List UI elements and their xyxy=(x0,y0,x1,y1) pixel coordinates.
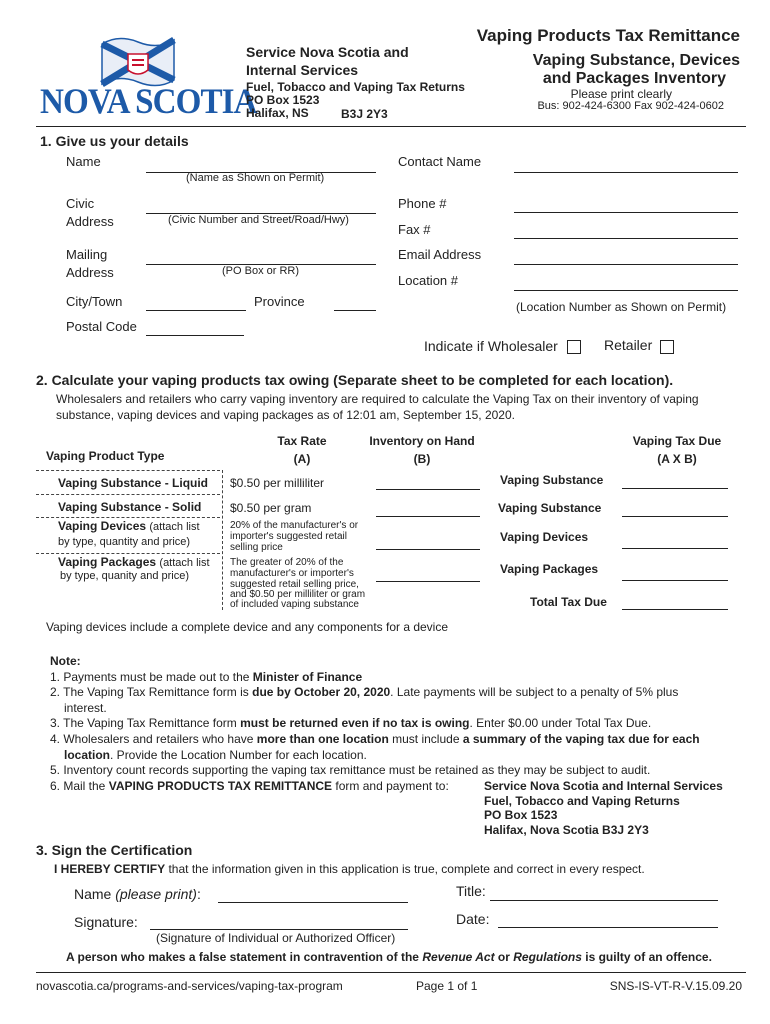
contact-name-field[interactable] xyxy=(514,172,738,173)
mail-line-4: Halifax, Nova Scotia B3J 2Y3 xyxy=(484,822,649,837)
mailing-label-2: Address xyxy=(66,265,114,280)
province-label: Province xyxy=(254,294,305,309)
note-2: 2. The Vaping Tax Remittance form is due by October 20, 2020. Late payments will be subject to a penalty of 5% plus xyxy=(50,685,679,700)
wholesaler-label: Indicate if Wholesaler xyxy=(424,338,558,354)
mail-address xyxy=(484,779,723,837)
row2-due-field[interactable] xyxy=(622,516,728,517)
dept-line-2: Internal Services xyxy=(246,62,359,78)
row3-rule xyxy=(36,553,220,554)
row2-inventory-field[interactable] xyxy=(376,516,480,517)
footer-url: novascotia.ca/programs-and-services/vaping-tax-program xyxy=(36,979,343,993)
col-inventory: Inventory on Hand xyxy=(369,434,475,448)
print-note: Please print clearly xyxy=(570,87,672,101)
city-label: City/Town xyxy=(66,294,123,309)
devices-note: Vaping devices include a complete device and any components for a device xyxy=(46,620,449,634)
col-tax-due-axb: (A X B) xyxy=(657,452,697,466)
total-tax-due-field[interactable] xyxy=(622,609,728,610)
row1-inventory-field[interactable] xyxy=(376,489,480,490)
note-4-cont: location. Provide the Location Number for each location. xyxy=(64,747,367,762)
date-field[interactable] xyxy=(498,927,718,928)
mail-line-2: Fuel, Tobacco and Vaping Returns xyxy=(484,793,680,808)
email-field[interactable] xyxy=(514,264,738,265)
row3-rate-1: 20% of the manufacturer's or xyxy=(230,520,359,531)
row3-due-label: Vaping Devices xyxy=(500,530,589,544)
form-title: Vaping Products Tax Remittance xyxy=(476,26,740,45)
row2-rule xyxy=(36,517,220,518)
table-divider xyxy=(222,470,223,610)
retailer-checkbox[interactable] xyxy=(660,340,674,354)
row4-type-name: Vaping Packages xyxy=(58,555,157,569)
row4-rate-4: and $0.50 per milliliter or gram xyxy=(230,589,366,600)
mailing-label-1: Mailing xyxy=(66,247,108,262)
row4-rate-2: manufacturer's or importer's xyxy=(230,568,354,579)
row4-inventory-field[interactable] xyxy=(376,581,480,582)
logo-wordmark: NOVA SCOTIA xyxy=(40,81,257,121)
col-product-type: Vaping Product Type xyxy=(46,449,165,463)
wholesaler-checkbox[interactable] xyxy=(567,340,581,354)
row1-rate: $0.50 per milliliter xyxy=(230,476,325,490)
dept-line-1: Service Nova Scotia and xyxy=(246,44,409,60)
mail-line-1: Service Nova Scotia and Internal Services xyxy=(484,779,723,793)
row4-due-label: Vaping Packages xyxy=(500,562,599,576)
name-label: Name xyxy=(66,154,101,169)
signature-hint: (Signature of Individual or Authorized Officer) xyxy=(156,931,396,945)
row1-rule xyxy=(36,494,220,495)
row3-due-field[interactable] xyxy=(622,548,728,549)
title-label: Title: xyxy=(456,883,486,899)
name-hint: (Name as Shown on Permit) xyxy=(186,172,325,184)
mail-line-3: PO Box 1523 xyxy=(484,808,558,822)
email-label: Email Address xyxy=(398,247,482,262)
postal-code-field[interactable] xyxy=(146,335,244,336)
col-tax-due: Vaping Tax Due xyxy=(632,434,722,448)
signature-field[interactable] xyxy=(150,929,408,930)
note-1: 1. Payments must be made out to the Minister of Finance xyxy=(50,669,363,684)
row3-type-note: (attach list xyxy=(149,521,200,533)
row2-type: Vaping Substance - Solid xyxy=(58,500,202,514)
row4-type xyxy=(58,555,210,569)
contact-name-label: Contact Name xyxy=(398,154,482,169)
row4-due-field[interactable] xyxy=(622,580,728,581)
fax-field[interactable] xyxy=(514,238,738,239)
row3-inventory-field[interactable] xyxy=(376,549,480,550)
row2-due-label: Vaping Substance xyxy=(498,501,602,515)
col-tax-rate-a: (A) xyxy=(293,452,311,466)
row4-type-line2: by type, quanity and price) xyxy=(60,570,190,582)
note-2-cont: interest. xyxy=(64,700,107,715)
mailing-hint: (PO Box or RR) xyxy=(222,265,300,277)
certify-statement: I HEREBY CERTIFY that the information given in this application is true, complete and correct in every respect. xyxy=(54,862,645,876)
false-statement-warning: A person who makes a false statement in contravention of the Revenue Act or Regulations is guilty of an offence. xyxy=(66,950,712,964)
row1-due-label: Vaping Substance xyxy=(500,473,604,487)
header-rule xyxy=(36,126,746,127)
fax-label: Fax # xyxy=(398,222,431,237)
row1-type: Vaping Substance - Liquid xyxy=(58,476,209,490)
civic-label-2: Address xyxy=(66,214,114,229)
note-3: 3. The Vaping Tax Remittance form must be returned even if no tax is owing. Enter $0.00 under Total Tax Due. xyxy=(50,716,652,731)
section2-heading: 2. Calculate your vaping products tax owing (Separate sheet to be completed for each location). xyxy=(36,372,674,388)
civic-hint: (Civic Number and Street/Road/Hwy) xyxy=(168,214,349,226)
row4-rate-3: suggested retail selling price, xyxy=(230,579,359,590)
form-subtitle-2: and Packages Inventory xyxy=(542,70,726,87)
addr-postal: B3J 2Y3 xyxy=(341,107,388,121)
phone-field[interactable] xyxy=(514,212,738,213)
total-tax-due-label: Total Tax Due xyxy=(530,595,607,609)
province-field[interactable] xyxy=(334,310,376,311)
signature-label: Signature: xyxy=(74,914,138,930)
date-label: Date: xyxy=(456,911,490,927)
nova-scotia-logo xyxy=(40,34,257,121)
postal-code-label: Postal Code xyxy=(66,319,137,334)
col-tax-rate: Tax Rate xyxy=(277,434,327,448)
section1-heading: 1. Give us your details xyxy=(40,133,189,149)
note-5: 5. Inventory count records supporting the vaping tax remittance must be retained as they may be subject to audit. xyxy=(50,763,651,778)
addr-city: Halifax, NS xyxy=(246,106,309,120)
footer-page: Page 1 of 1 xyxy=(416,979,478,993)
section2-intro-2: substance, vaping devices and vaping packages as of 12:01 am, September 15, 2020. xyxy=(56,408,515,422)
row3-type-name: Vaping Devices xyxy=(58,519,147,533)
row4-type-note: (attach list xyxy=(159,557,210,569)
row1-due-field[interactable] xyxy=(622,488,728,489)
section3-heading: 3. Sign the Certification xyxy=(36,842,193,858)
note-4: 4. Wholesalers and retailers who have more than one location must include a summary of the vaping tax due for each xyxy=(50,731,700,746)
table-header-rule xyxy=(36,470,220,471)
addr-line-2: PO Box 1523 xyxy=(246,93,320,107)
title-field[interactable] xyxy=(490,900,718,901)
col-inventory-b: (B) xyxy=(413,452,431,466)
notes-block xyxy=(50,654,750,794)
contact-numbers: Bus: 902-424-6300 Fax 902-424-0602 xyxy=(537,100,724,112)
location-field[interactable] xyxy=(514,290,738,291)
row3-rate-3: selling price xyxy=(230,542,283,553)
row3-rate-2: importer's suggested retail xyxy=(230,531,347,542)
section2-intro-1: Wholesalers and retailers who carry vaping inventory are required to calculate the Vaping Tax on their inventory of vaping xyxy=(56,392,699,406)
retailer-label: Retailer xyxy=(604,337,653,353)
note-6: 6. Mail the VAPING PRODUCTS TAX REMITTANCE form and payment to: xyxy=(50,778,449,793)
sign-name-field[interactable] xyxy=(218,902,408,903)
civic-label-1: Civic xyxy=(66,196,95,211)
location-hint: (Location Number as Shown on Permit) xyxy=(516,300,727,314)
row4-rate-5: of included vaping substance xyxy=(230,599,359,610)
row3-type-line2: by type, quantity and price) xyxy=(58,536,191,548)
row4-rate-1: The greater of 20% of the xyxy=(230,557,344,568)
addr-line-1: Fuel, Tobacco and Vaping Tax Returns xyxy=(246,80,465,94)
sign-name-label: Name (please print): xyxy=(74,886,201,902)
location-label: Location # xyxy=(398,273,458,288)
row2-rate: $0.50 per gram xyxy=(230,501,312,515)
phone-label: Phone # xyxy=(398,196,447,211)
footer-rule xyxy=(36,972,746,973)
notes-title: Note: xyxy=(50,654,81,668)
city-field[interactable] xyxy=(146,310,246,311)
form-subtitle-1: Vaping Substance, Devices xyxy=(532,52,740,69)
row3-type xyxy=(58,519,200,533)
footer-form-code: SNS-IS-VT-R-V.15.09.20 xyxy=(609,979,742,993)
